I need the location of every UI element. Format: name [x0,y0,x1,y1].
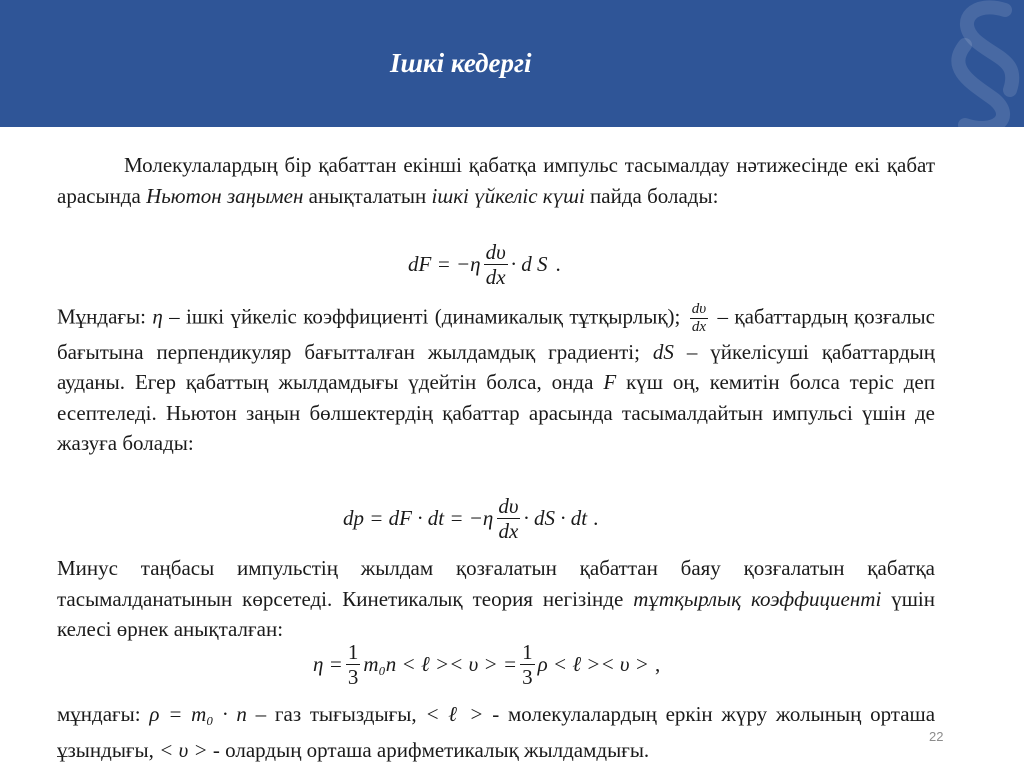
paragraph-definitions [57,301,935,459]
formula2-fraction [496,494,520,543]
paragraph-minus-sign [57,553,935,645]
para2-gradient-fraction [690,301,708,337]
formula-momentum-transfer [343,494,598,543]
formula3-fraction-1 [346,640,361,689]
para4-text-3: - молекулалардың еркін жүру жолының орташа ұзындығы, [57,702,936,762]
para2-text-2: – ішкі үйкеліс коэффициенті (динамикалық тұтқырлық); [162,304,687,329]
para1-text-3: пайда болады: [584,183,719,208]
para2-text-5: күш оң, кемитін болса теріс деп есептеледі. Ньютон заңын бөлшектердің қабаттар арасында тасымалдайтын импульсі үшін де жазуға болады: [57,370,935,455]
paragraph-intro [57,150,935,211]
formula3-denominator-2: 3 [522,665,533,690]
formula2-numerator: dυ [498,494,519,518]
formula1-fraction [484,240,508,289]
formula1-end: . [555,252,561,277]
para2-text-4: – үйкелісуші қабаттардың ауданы. Егер қабаттың жылдамдығы үдейтін болса, онда [57,339,935,394]
page-number: 22 [929,729,944,744]
formula2-denominator: dx [498,519,519,544]
formula1-numerator: dυ [485,240,506,264]
formula2-rhs: · dS · dt [523,506,588,531]
formula2-lhs: dp = dF · dt = −η [343,506,494,531]
para3-text-1: Минус таңбасы импульстің жылдам қозғалатын қабаттан баяу қозғалатын қабатқа тасымалданатынын көрсетеді. Кинетикалық теория негізінде [57,556,935,611]
para4-density-formula: ρ = m₀ · n [149,702,247,726]
para4-text-4: - олардың орташа арифметикалық жылдамдығы. [207,738,650,762]
formula-newton-friction [408,240,561,289]
formula1-lhs: dF = −η [408,252,481,277]
para1-italic-friction-force: ішкі үйкеліс күші [431,183,585,208]
section-sign-icon [935,0,1024,127]
formula-viscosity-kinetic [313,640,660,689]
para2-text-1: Мұндағы: [57,304,153,329]
para4-mean-velocity: < υ > [159,738,208,762]
formula3-numerator-2: 1 [522,640,533,664]
slide-title: Ішкі кедергі [390,48,532,78]
formula3-middle: m₀n < ℓ >< υ > = [363,652,518,677]
para3-text-2: үшін келесі өрнек анықталған: [57,586,935,641]
paragraph-where [57,696,935,768]
formula2-end: . [593,506,599,531]
formula3-denominator-1: 3 [347,665,359,690]
para2-eta: η [152,304,163,329]
formula3-rhs: ρ < ℓ >< υ > [537,652,649,677]
slide-header [0,0,1024,127]
para2-f: F [603,370,617,394]
formula3-end: , [654,652,661,677]
para4-text-1: мұндағы: [57,702,150,726]
para1-text-1: Молекулалардың бір қабаттан екінші қабатқа импульс тасымалдау нәтижесінде екі қабат арасында [57,153,935,208]
formula3-numerator-1: 1 [347,640,359,664]
para4-mean-free-path: < ℓ > [425,702,484,726]
para1-italic-newton-law: Ньютон заңымен [146,183,304,208]
para3-italic-viscosity-coefficient: тұтқырлық коэффициенті [633,586,882,611]
para2-frac-numerator: dυ [691,301,707,317]
para1-text-2: анықталатын [303,183,432,208]
formula1-denominator: dx [485,265,506,290]
formula3-lhs: η = [313,652,343,677]
para4-text-2: – газ тығыздығы, [246,702,426,726]
formula3-fraction-2 [520,640,535,689]
formula1-rhs: · d S [510,252,548,277]
para2-ds: dS [652,339,674,364]
para2-frac-denominator: dx [691,319,707,336]
para2-text-3: – қабаттардың қозғалыс бағытына перпендикуляр бағытталған жылдамдық градиенті; [57,304,935,364]
